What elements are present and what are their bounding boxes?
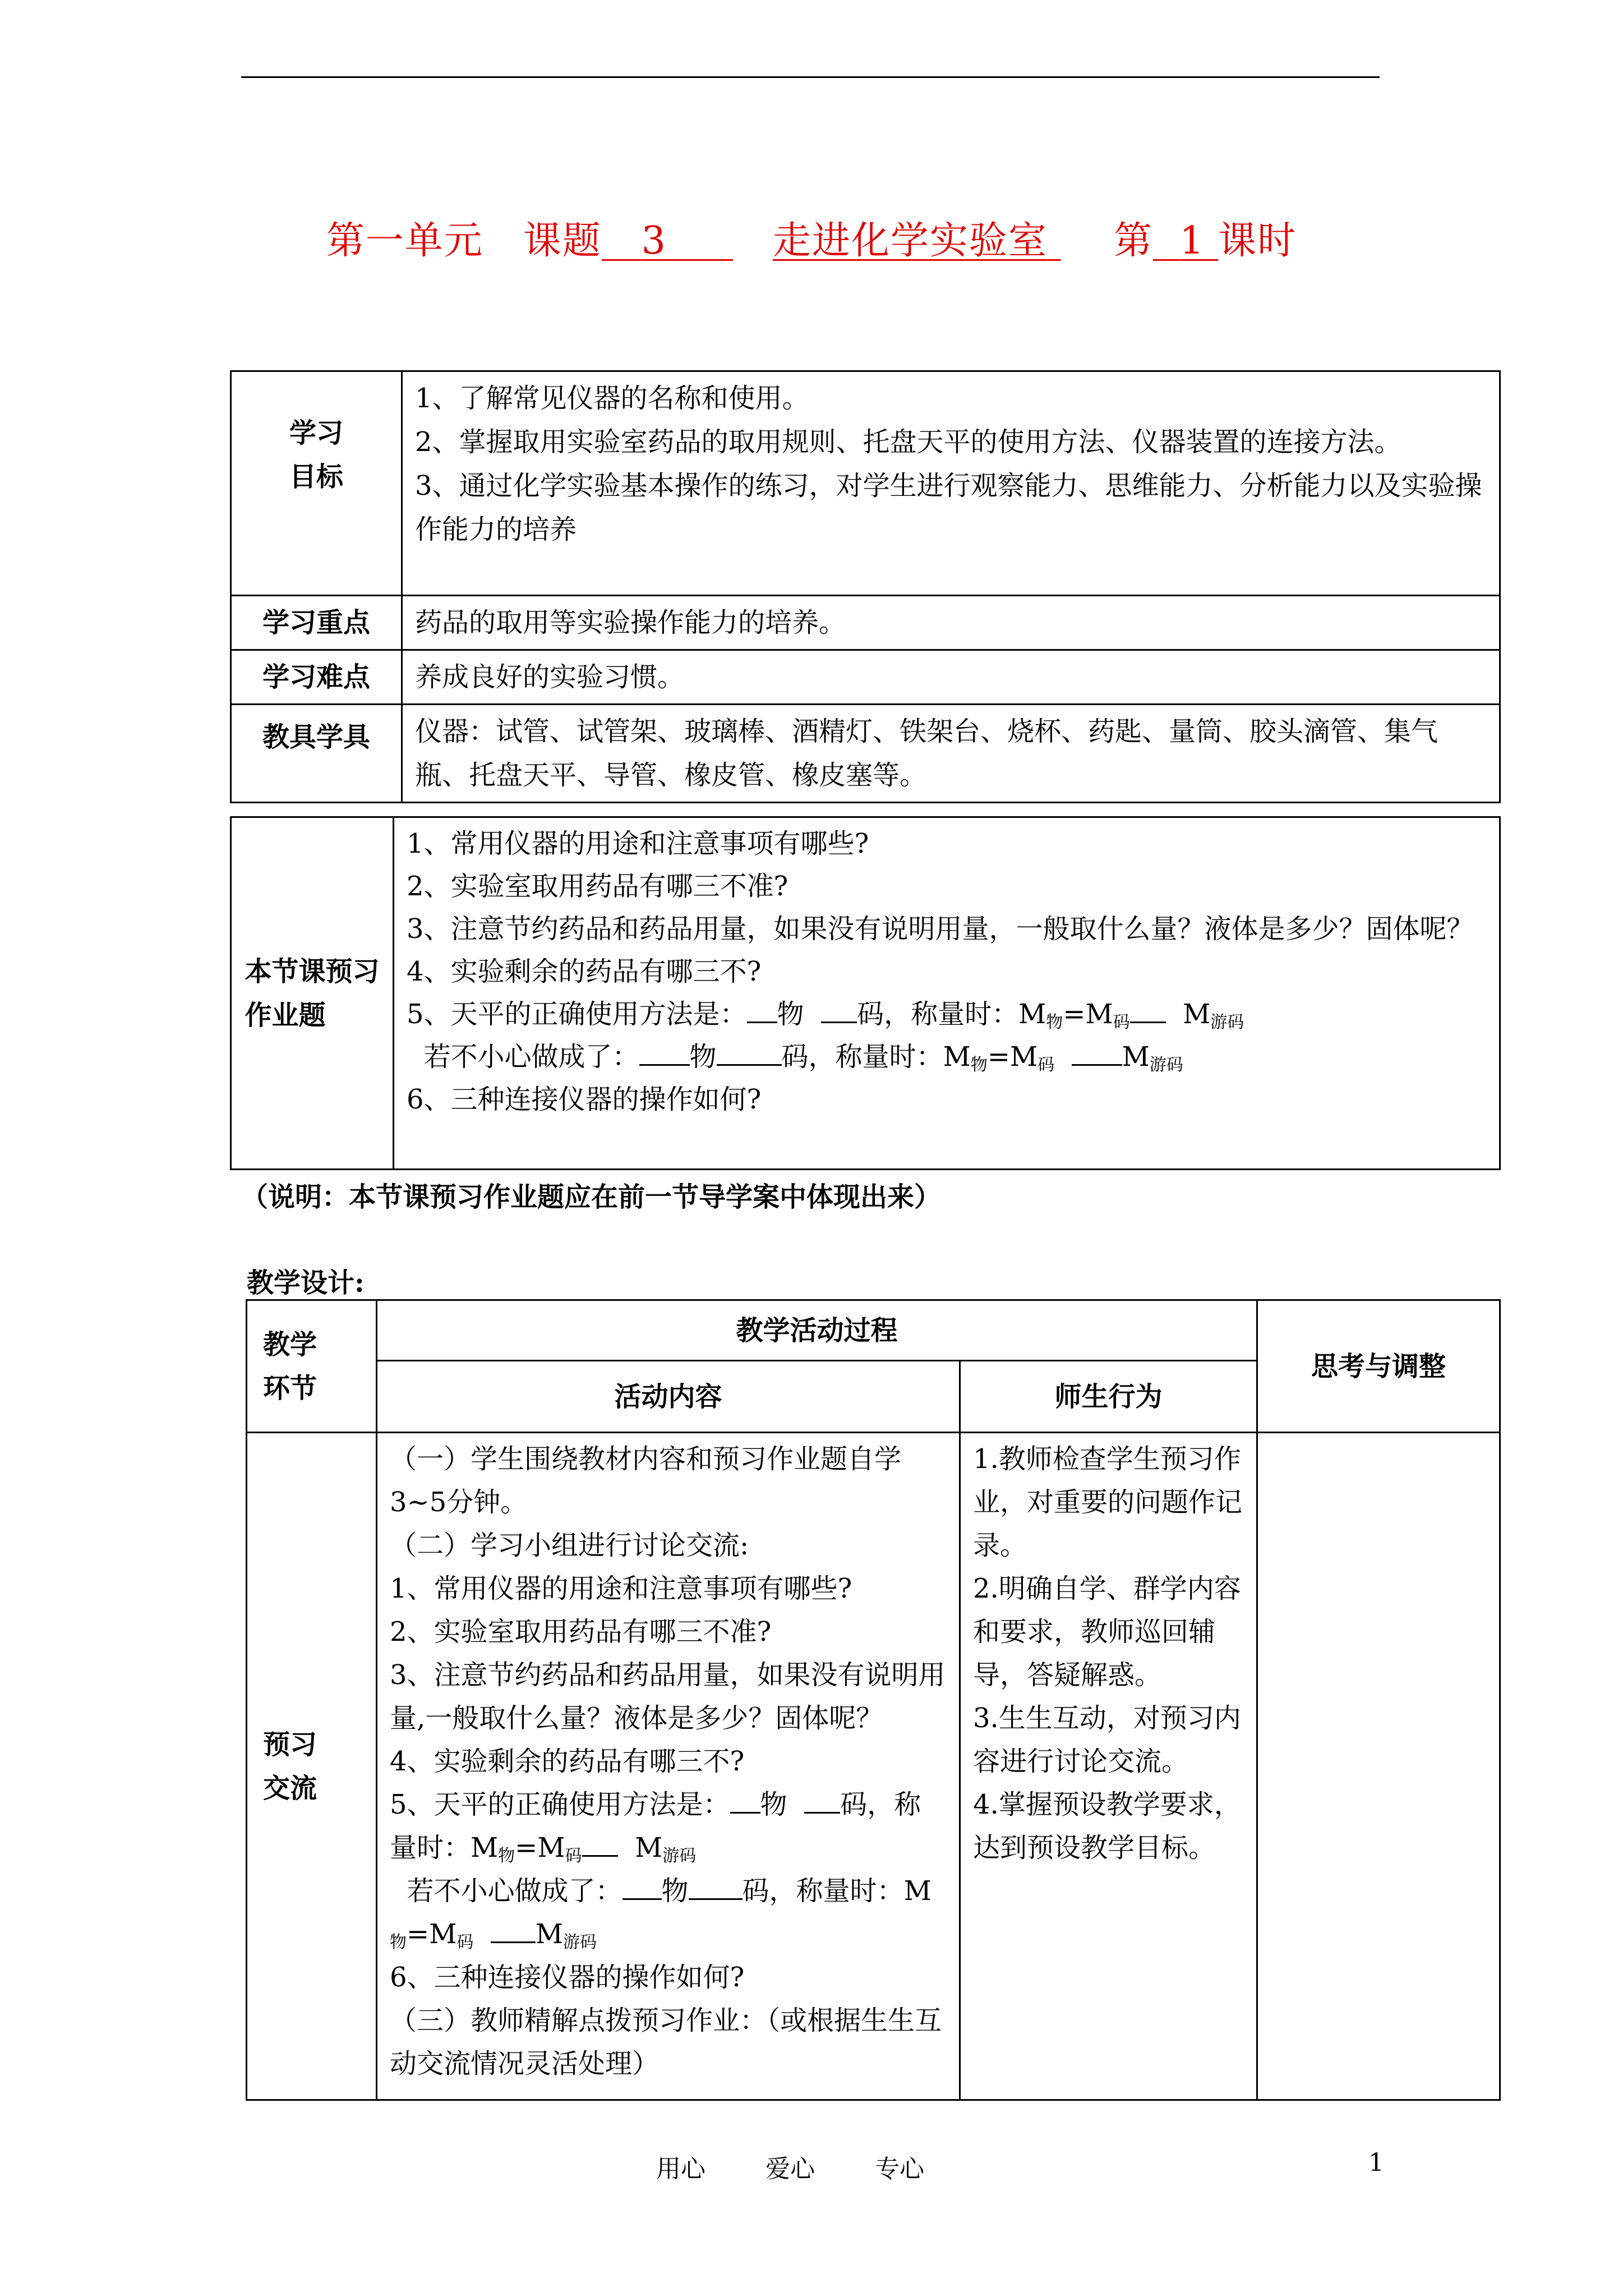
design-table [246,1299,1501,2101]
content-line: 1、常用仪器的用途和注意事项有哪些? [390,1573,852,1604]
stage-cell [247,1433,377,2100]
note-text: （说明：本节课预习作业题应在前一节导学案中体现出来） [241,1181,942,1213]
title-name: 走进化学实验室 [772,219,1048,263]
goals-label: 学习目标 [289,417,343,493]
content-line: 5、天平的正确使用方法是： 物 码，称量时：$M_物=M_码$ $M_{游码}$ [390,1783,947,1870]
answer-blank [582,1830,618,1857]
title-topic-label: 课题 [523,219,602,263]
reflect-cell [1257,1433,1500,2100]
top-rule [241,76,1380,78]
col-reflect: 思考与调整 [1257,1300,1500,1433]
preview-q5: 5、天平的正确使用方法是： 物 码，称量时：$M_物=M_码$ $M_{游码}$ [407,993,1487,1036]
title-period-num: 1 [1179,219,1205,263]
behavior-item: 1.教师检查学生预习作业，对重要的问题作记录。 [973,1443,1243,1561]
stage-label: 预习交流 [263,1728,317,1804]
design-label: 教学设计: [247,1267,365,1299]
page-title [0,210,1623,265]
behavior-cell [960,1433,1257,2100]
answer-blank [804,1787,840,1814]
key-label: 学习重点 [231,596,402,650]
content-line: 4、实验剩余的药品有哪三不? [390,1746,745,1777]
preview-label-cell [231,817,394,1170]
goals-table [230,370,1501,803]
title-unit: 第一单元 [326,219,483,263]
answer-blank [639,1039,690,1066]
preview-label: 本节课预习作业题 [245,955,380,1031]
tools-label: 教具学具 [231,705,402,803]
preview-questions-cell [394,817,1500,1170]
tools-value: 仪器：试管、试管架、玻璃棒、酒精灯、铁架台、烧杯、药匙、量筒、胶头滴管、集气瓶、托盘天平、导管、橡皮管、橡皮塞等。 [402,705,1500,803]
title-period-prefix: 第 [1113,219,1153,263]
goal-item: 1、了解常见仪器的名称和使用。 [415,383,809,414]
footer-word-1: 用心 [656,2155,706,2183]
goal-item: 2、掌握取用实验室药品的取用规则、托盘天平的使用方法、仪器装置的连接方法。 [415,426,1401,458]
behavior-item: 3.生生互动，对预习内容进行讨论交流。 [973,1703,1241,1777]
behavior-item: 4.掌握预设教学要求，达到预设教学目标。 [973,1789,1241,1864]
footer-word-2: 爱心 [766,2155,815,2183]
behavior-item: 2.明确自学、群学内容和要求，教师巡回辅导，答疑解惑。 [973,1573,1241,1691]
goals-cell [402,371,1500,596]
goals-label-cell [231,371,402,596]
answer-blank [821,997,857,1023]
preview-q2: 2、实验室取用药品有哪三不准? [407,871,789,902]
answer-blank [1072,1039,1122,1066]
content-line: 若不小心做成了： 物 码，称量时：$M_物=M_码$ $M_{游码}$ [390,1870,947,1956]
col-stage-cell [247,1300,377,1433]
preview-q4: 4、实验剩余的药品有哪三不? [407,956,762,987]
preview-q1: 1、常用仪器的用途和注意事项有哪些? [407,828,869,859]
preview-q6: 6、三种连接仪器的操作如何? [407,1084,762,1115]
col-stage: 教学环节 [263,1328,317,1404]
content-line: 6、三种连接仪器的操作如何? [390,1962,745,1993]
col-behavior: 师生行为 [960,1361,1257,1433]
preview-q3: 3、注意节约药品和药品用量，如果没有说明用量，一般取什么量？液体是多少？固体呢？ [407,913,1474,945]
page-number: 1 [1368,2148,1384,2177]
content-line: （三）教师精解点拨预习作业：（或根据生生互动交流情况灵活处理） [390,2005,942,2079]
answer-blank [730,1787,760,1814]
key-value: 药品的取用等实验操作能力的培养。 [402,596,1500,650]
answer-blank [1130,997,1166,1023]
answer-blank [491,1917,536,1943]
difficulty-value: 养成良好的实验习惯。 [402,650,1500,705]
preview-table [230,816,1501,1170]
col-content: 活动内容 [377,1361,960,1433]
answer-blank [747,997,777,1023]
title-period-suffix: 课时 [1218,219,1297,263]
title-topic-num: 3 [641,219,667,263]
col-process: 教学活动过程 [377,1300,1257,1361]
content-line: 2、实验室取用药品有哪三不准? [390,1616,772,1648]
answer-blank [717,1039,782,1066]
content-line: （一）学生围绕教材内容和预习作业题自学3~5分钟。 [390,1443,902,1518]
content-line: （二）学习小组进行讨论交流: [390,1530,749,1561]
footer-word-3: 专心 [875,2155,924,2183]
difficulty-label: 学习难点 [231,650,402,705]
content-line: 3、注意节约药品和药品用量，如果没有说明用量,一般取什么量？液体是多少？固体呢？ [390,1659,946,1734]
answer-blank [689,1874,743,1900]
preview-q5b: 若不小心做成了： 物 码，称量时：$M_物=M_码$ $M_{游码}$ [407,1036,1487,1078]
goal-item: 3、通过化学实验基本操作的练习，对学生进行观察能力、思维能力、分析能力以及实验操作能力的培养 [415,470,1482,545]
content-cell [377,1433,960,2100]
answer-blank [623,1874,662,1900]
